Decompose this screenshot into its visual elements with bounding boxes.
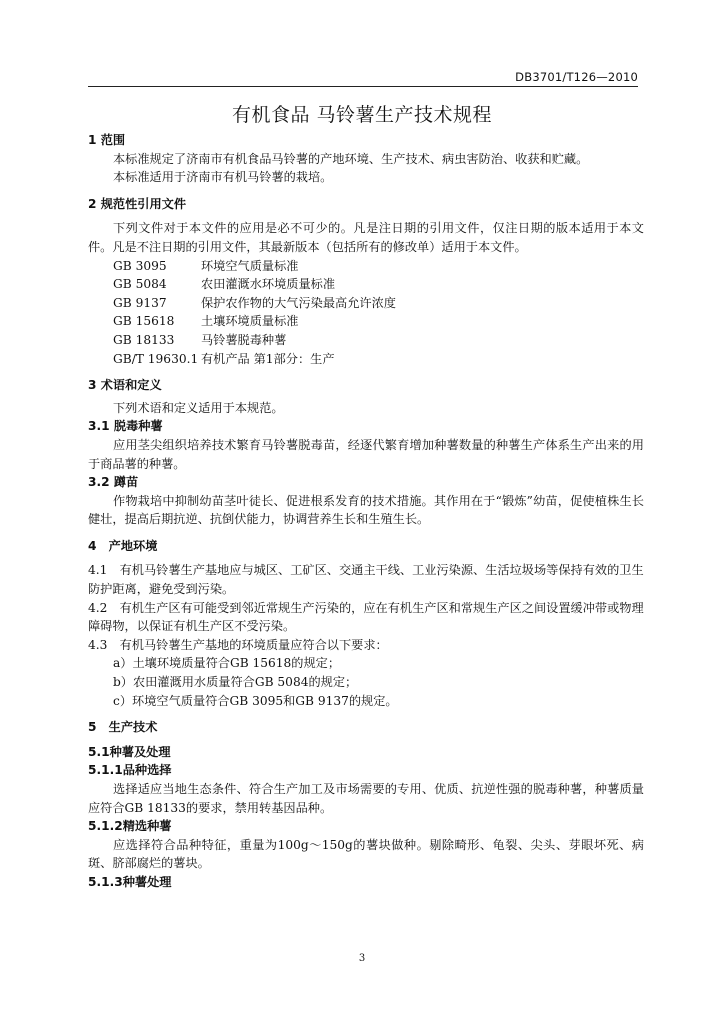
document-title: 有机食品 马铃薯生产技术规程: [231, 104, 493, 126]
paragraph: 应用茎尖组织培养技术繁育马铃薯脱毒苗，经逐代繁育增加种薯数量的种薯生产体系生产出来的用于商品薯的种薯。: [88, 437, 644, 471]
reference-name: 环境空气质量标准: [201, 258, 299, 273]
reference-code: GB 5084: [113, 277, 167, 292]
subsection-heading-5-1-3: 5.1.3种薯处理: [88, 874, 172, 889]
reference-code: GB 15618: [113, 314, 175, 329]
page-number: 3: [358, 953, 366, 964]
paragraph: 4.3 有机马铃薯生产基地的环境质量应符合以下要求：: [88, 637, 388, 652]
subsection-heading-5-1-2: 5.1.2精选种薯: [88, 819, 172, 834]
paragraph: 作物栽培中抑制幼苗茎叶徒长、促进根系发育的技术措施。其作用在于“锻炼”幼苗，促使植株生长健壮，提高后期抗逆、抗倒伏能力，协调营养生长和生殖生长。: [88, 493, 644, 527]
paragraph: 下列文件对于本文件的应用是必不可少的。凡是注日期的引用文件，仅注日期的版本适用于本文件。凡是不注日期的引用文件，其最新版本（包括所有的修改单）适用于本文件。: [88, 221, 644, 254]
standard-code: DB3701/T126—2010: [515, 70, 638, 84]
paragraph: 4.2 有机生产区有可能受到邻近常规生产污染的，应在有机生产区和常规生产区之间设置缓冲带或物理障碍物，以保证有机生产区不受污染。: [88, 600, 644, 634]
reference-item: [88, 312, 644, 331]
paragraph: 本标准规定了济南市有机食品马铃薯的产地环境、生产技术、病虫害防治、收获和贮藏。: [113, 151, 589, 166]
reference-item: [88, 294, 644, 313]
subsection-heading-3-2: 3.2 蹲苗: [88, 475, 139, 490]
reference-name: 保护农作物的大气污染最高允许浓度: [201, 295, 396, 310]
section-heading-5: 5 生产技术: [88, 720, 158, 735]
reference-item: [88, 275, 644, 294]
paragraph: 本标准适用于济南市有机马铃薯的栽培。: [113, 170, 333, 185]
section-heading-4: 4 产地环境: [88, 538, 158, 553]
reference-name: 有机产品 第1部分：生产: [201, 351, 335, 366]
reference-item: [88, 331, 644, 350]
header-rule: [88, 86, 638, 87]
reference-name: 土壤环境质量标准: [201, 314, 299, 329]
paragraph: 应选择符合品种特征，重量为100g～150g的薯块做种。剔除畸形、龟裂、尖头、芽眼坏死、病斑、脐部腐烂的薯块。: [88, 837, 644, 871]
reference-name: 农田灌溉水环境质量标准: [201, 277, 336, 292]
subsection-heading-5-1-1: 5.1.1品种选择: [88, 763, 172, 778]
reference-item: [88, 257, 644, 276]
subsection-heading-3-1: 3.1 脱毒种薯: [88, 419, 163, 434]
section-heading-2: 2 规范性引用文件: [88, 196, 187, 211]
list-item: a）土壤环境质量符合GB 15618的规定；: [113, 656, 341, 671]
reference-item: [88, 350, 644, 369]
reference-code: GB 18133: [113, 332, 175, 347]
paragraph: 下列术语和定义适用于本规范。: [113, 400, 284, 415]
document-body: [88, 131, 644, 892]
reference-code: GB/T 19630.1: [113, 351, 199, 366]
reference-code: GB 3095: [113, 258, 167, 273]
reference-code: GB 9137: [113, 295, 167, 310]
section-heading-3: 3 术语和定义: [88, 378, 162, 393]
subsection-heading-5-1: 5.1种薯及处理: [88, 744, 171, 759]
paragraph: 选择适应当地生态条件、符合生产加工及市场需要的专用、优质、抗逆性强的脱毒种薯，种薯质量应符合GB 18133的要求，禁用转基因品种。: [88, 782, 644, 815]
list-item: c）环境空气质量符合GB 3095和GB 9137的规定。: [113, 693, 398, 708]
paragraph: 4.1 有机马铃薯生产基地应与城区、工矿区、交通主干线、工业污染源、生活垃圾场等保持有效的卫生防护距离，避免受到污染。: [88, 563, 644, 597]
section-heading-1: 1 范围: [88, 133, 126, 147]
list-item: b）农田灌溉用水质量符合GB 5084的规定；: [113, 675, 358, 690]
reference-name: 马铃薯脱毒种薯: [201, 332, 287, 347]
